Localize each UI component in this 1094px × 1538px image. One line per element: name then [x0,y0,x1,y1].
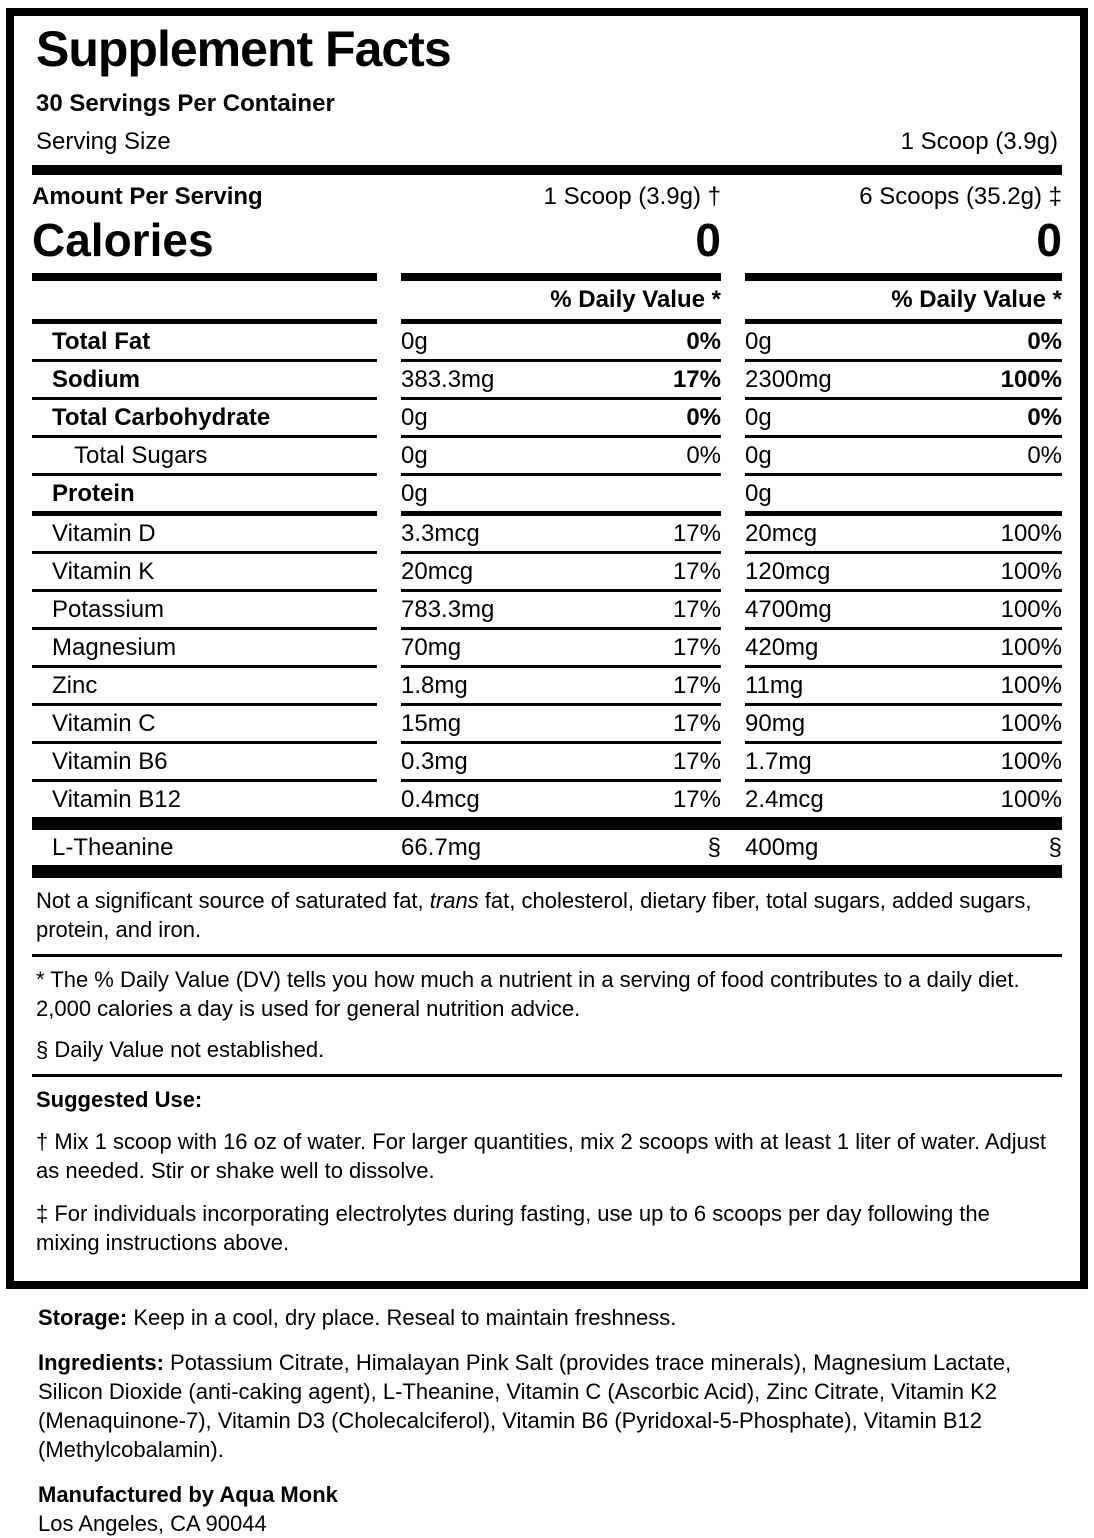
amount-value: 1.7mg [745,748,812,775]
storage-info [38,1303,1070,1332]
value-cell-col2 [745,706,1062,744]
col2-serving-header: 6 Scoops (35.2g) ‡ [859,183,1062,210]
daily-value-percent: 100% [1000,520,1062,547]
daily-value-percent: 100% [1000,558,1062,585]
value-cell-col1 [401,592,721,630]
value-cell-col2 [745,516,1062,554]
daily-value-percent: 100% [1000,672,1062,699]
value-cell-col2 [745,554,1062,592]
daily-value-percent: 17% [672,748,721,775]
daily-value-footnote: * The % Daily Value (DV) tells you how much a nutrient in a serving of food contributes to a daily diet. 2,000 calories a day is used for general nutrition advice. [36,967,1020,1021]
amount-value: 0g [745,442,772,469]
daily-value-percent: 17% [672,558,721,585]
value-cell-col1 [401,668,721,706]
calories-col2-value: 0 [745,213,1062,281]
nutrient-label: Zinc [32,668,377,706]
value-cell-col2 [745,630,1062,668]
daily-value-percent: 17% [672,366,721,393]
calories-col1-value: 0 [401,213,721,281]
nutrient-label: Total Sugars [32,438,377,476]
value-cell-col1 [401,744,721,782]
amount-value: 15mg [401,710,462,737]
suggested-use-section [32,1077,1062,1271]
footnote-italic-trans: trans [429,888,479,913]
not-established-footnote: § Daily Value not established. [36,1037,325,1062]
amount-value: 4700mg [745,596,832,623]
daily-value-percent: 17% [672,596,721,623]
amount-value: 0.4mcg [401,786,480,813]
amount-value: 0g [745,404,772,431]
amount-per-serving-label: Amount Per Serving [32,183,263,210]
amount-value: 400mg [745,834,819,861]
daily-value-percent: 100% [1000,710,1062,737]
table-row [32,782,1062,817]
nutrient-label: Total Carbohydrate [32,400,377,438]
nutrient-label: Total Fat [32,324,377,362]
amount-value: 2300mg [745,366,832,393]
double-dagger-instructions: ‡ For individuals incorporating electrolytes during fasting, use up to 6 scoops per day following the mixing instructions above. [36,1201,990,1255]
storage-text: Keep in a cool, dry place. Reseal to maintain freshness. [127,1305,677,1330]
daily-value-header-col1: % Daily Value * [401,281,721,324]
value-cell-col1 [401,830,721,865]
value-cell-col1 [401,706,721,744]
amount-value: 0g [401,442,428,469]
section-separator-bar-bottom [32,865,1062,878]
amount-value: 383.3mg [401,366,495,393]
daily-value-percent: § [1048,834,1062,861]
ingredients-label: Ingredients: [38,1350,164,1375]
nutrient-label: Vitamin B6 [32,744,377,782]
daily-value-percent: 17% [672,520,721,547]
nutrient-label: Vitamin K [32,554,377,592]
section-separator-bar-top [32,817,1062,830]
value-cell-col2 [745,324,1062,362]
nutrient-label: L-Theanine [52,834,174,861]
footnote-text-cont: fat, cholesterol, dietary fiber, total sugars, added sugars, protein, and iron. [36,888,1032,942]
dagger-instructions: † Mix 1 scoop with 16 oz of water. For larger quantities, mix 2 scoops with at least 1 liter of water. Adjust as needed. Stir or shake well to dissolve. [36,1129,1047,1183]
daily-value-percent: 100% [1000,748,1062,775]
daily-value-percent: 17% [672,710,721,737]
panel-title: Supplement Facts [36,21,451,77]
table-row [32,706,1062,744]
table-row [32,476,1062,516]
amount-value: 0.3mg [401,748,468,775]
amount-value: 2.4mcg [745,786,824,813]
daily-value-percent: 0% [1027,328,1062,355]
value-cell-col2 [745,668,1062,706]
table-row [32,438,1062,476]
below-panel-info [0,1289,1094,1538]
value-cell-col2 [745,400,1062,438]
value-cell-col1 [401,400,721,438]
amount-value: 420mg [745,634,819,661]
manufacturer-address: Los Angeles, CA 90044 [38,1511,267,1536]
amount-value: 20mcg [401,558,474,585]
table-row [32,744,1062,782]
nutrient-label: Vitamin D [32,516,377,554]
table-row [32,400,1062,438]
ingredients-text: Potassium Citrate, Himalayan Pink Salt (provides trace minerals), Magnesium Lactate, Silicon Dioxide (anti-caking agent), L-Theanine, Vitamin C (Ascorbic Acid), Zinc Citrate, Vitamin K2 (Menaquinone-7), Vitamin D3 (Cholecalciferol), Vitamin B6 (Pyridoxal-5-Phosphate), Vitamin B12 (Methylcobalamin). [38,1350,1012,1462]
table-row [32,516,1062,554]
value-cell-col1 [401,554,721,592]
suggested-use-heading: Suggested Use: [36,1087,203,1112]
header-separator-bar [32,165,1062,175]
amount-value: 0g [401,328,428,355]
value-cell-col1 [401,324,721,362]
col1-serving-header: 1 Scoop (3.9g) † [543,183,721,210]
value-cell-col2 [745,362,1062,400]
amount-value: 20mcg [745,520,818,547]
daily-value-percent: 100% [1000,596,1062,623]
amount-value: 0g [745,480,772,507]
daily-value-percent: 0% [686,328,721,355]
table-row [32,362,1062,400]
footnote-text: Not a significant source of saturated fat, [36,888,430,913]
daily-value-header-spacer [32,281,377,324]
value-cell-col1 [401,630,721,668]
value-cell-col2 [745,438,1062,476]
table-row [32,830,1062,865]
storage-label: Storage: [38,1305,128,1330]
daily-value-percent: 17% [672,634,721,661]
amount-value: 783.3mg [401,596,495,623]
serving-size-row [32,128,1062,156]
value-cell-col1 [401,516,721,554]
amount-value: 0g [401,480,428,507]
daily-value-header-col2: % Daily Value * [745,281,1062,324]
amount-value: 11mg [745,672,804,699]
ingredients-info [38,1348,1070,1464]
not-significant-footnote [32,878,1062,954]
daily-value-percent: 100% [1000,786,1062,813]
daily-value-percent: 0% [1027,442,1062,469]
daily-value-percent: § [707,834,721,861]
serving-size-value: 1 Scoop (3.9g) [900,128,1058,155]
value-cell-col2 [745,476,1062,516]
daily-value-percent: 0% [1027,404,1062,431]
value-cell-col1 [401,476,721,516]
amount-value: 120mcg [745,558,831,585]
value-cell-col1 [401,782,721,817]
value-cell-col1 [401,362,721,400]
amount-value: 90mg [745,710,806,737]
table-row [32,592,1062,630]
daily-value-percent: 100% [1000,634,1062,661]
amount-value: 1.8mg [401,672,468,699]
value-cell-col2 [745,782,1062,817]
nutrient-label: Sodium [32,362,377,400]
nutrient-label: Magnesium [32,630,377,668]
amount-value: 0g [401,404,428,431]
nutrient-label: Vitamin C [32,706,377,744]
nutrient-label: Potassium [32,592,377,630]
value-cell-col2 [745,830,1062,865]
nutrient-label: Vitamin B12 [52,786,181,813]
serving-size-label: Serving Size [36,128,171,155]
servings-per-container: 30 Servings Per Container [36,90,335,117]
amount-per-serving-row [32,175,1062,213]
daily-value-percent: 0% [686,442,721,469]
other-ingredients-rows-group [32,830,1062,865]
value-cell-col1 [401,438,721,476]
amount-value: 0g [745,328,772,355]
nutrient-table [32,175,1062,878]
amount-value: 70mg [401,634,462,661]
daily-value-percent: 17% [672,786,721,813]
daily-value-percent: 0% [686,404,721,431]
amount-value: 3.3mcg [401,520,480,547]
amount-value: 66.7mg [401,834,482,861]
daily-value-percent: 100% [1000,366,1062,393]
table-row [32,554,1062,592]
value-cell-col2 [745,744,1062,782]
calories-row [32,213,1062,281]
table-row [32,668,1062,706]
nutrient-label: Protein [32,476,377,516]
manufacturer-line: Manufactured by Aqua Monk [38,1482,338,1507]
daily-value-percent: 17% [672,672,721,699]
nutrient-rows-group [32,324,1062,817]
supplement-facts-panel [6,8,1088,1289]
table-row [32,324,1062,362]
value-cell-col2 [745,592,1062,630]
table-row [32,630,1062,668]
daily-value-header-row [32,281,1062,324]
calories-label: Calories [32,213,377,281]
